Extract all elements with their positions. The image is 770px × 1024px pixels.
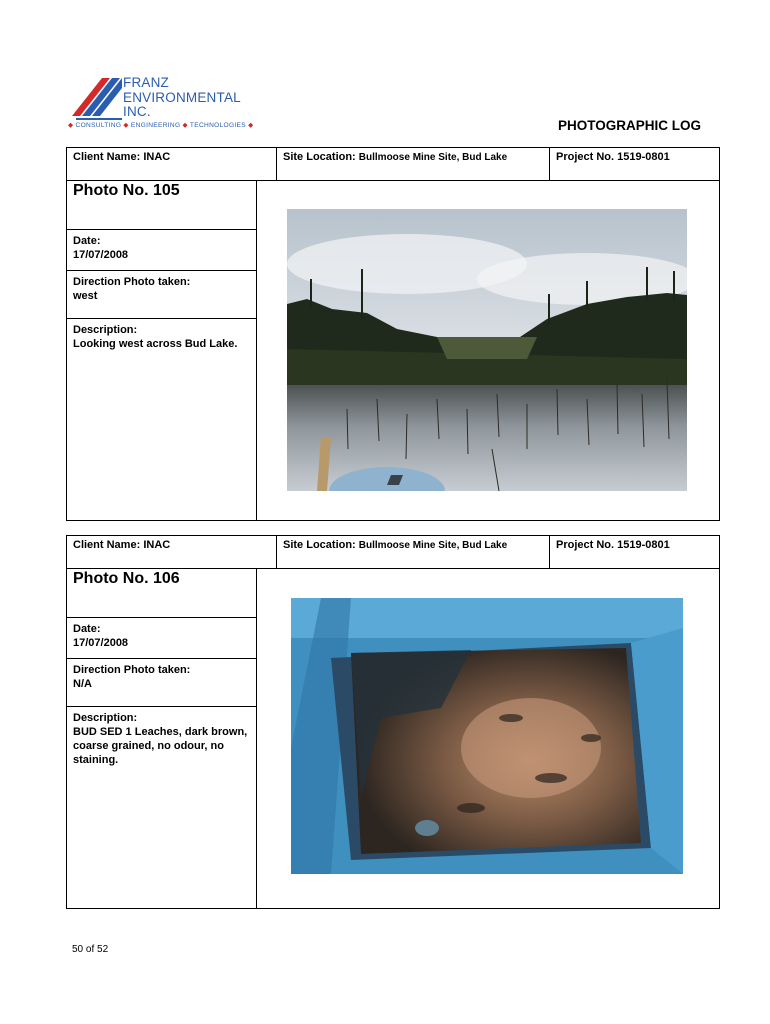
logo-line-1: FRANZ [123,75,169,90]
logo-wordmark [123,76,241,120]
photo-date: Date: 17/07/2008 [67,230,256,271]
entry-header [67,148,719,181]
page-title: PHOTOGRAPHIC LOG [558,118,702,133]
page-number: 50 of 52 [72,944,109,955]
photo-direction: Direction Photo taken: west [67,271,256,319]
photo-description: Description: Looking west across Bud Lake. [73,324,238,350]
photo-info-column [67,568,257,908]
client-name-cell: Client Name: INAC [67,148,277,180]
photo-date: Date: 17/07/2008 [67,618,256,659]
logo-tagline: ◆ CONSULTING ◆ ENGINEERING ◆ TECHNOLOGIES ◆ [68,122,254,129]
photo-direction: Direction Photo taken: N/A [67,659,256,707]
lake-photo [287,209,687,491]
client-name-cell: Client Name: INAC [67,536,277,568]
photo-number: Photo No. 105 [67,180,256,230]
company-logo [66,72,256,136]
photo-number: Photo No. 106 [67,568,256,618]
project-number-cell: Project No. 1519-0801 [556,539,670,551]
photo-info-column [67,180,257,520]
project-number-cell: Project No. 1519-0801 [556,151,670,163]
site-location-cell: Site Location: Bullmoose Mine Site, Bud Lake [277,536,550,568]
entry-header [67,536,719,569]
photo-description: Description: BUD SED 1 Leaches, dark brown, coarse grained, no odour, no staining. [73,712,248,766]
logo-stripes-icon [70,76,122,120]
logo-line-2: ENVIRONMENTAL [123,89,241,105]
logo-line-3: INC. [123,104,151,119]
site-location-cell: Site Location: Bullmoose Mine Site, Bud Lake [277,148,550,180]
sediment-sample-photo [291,598,683,874]
